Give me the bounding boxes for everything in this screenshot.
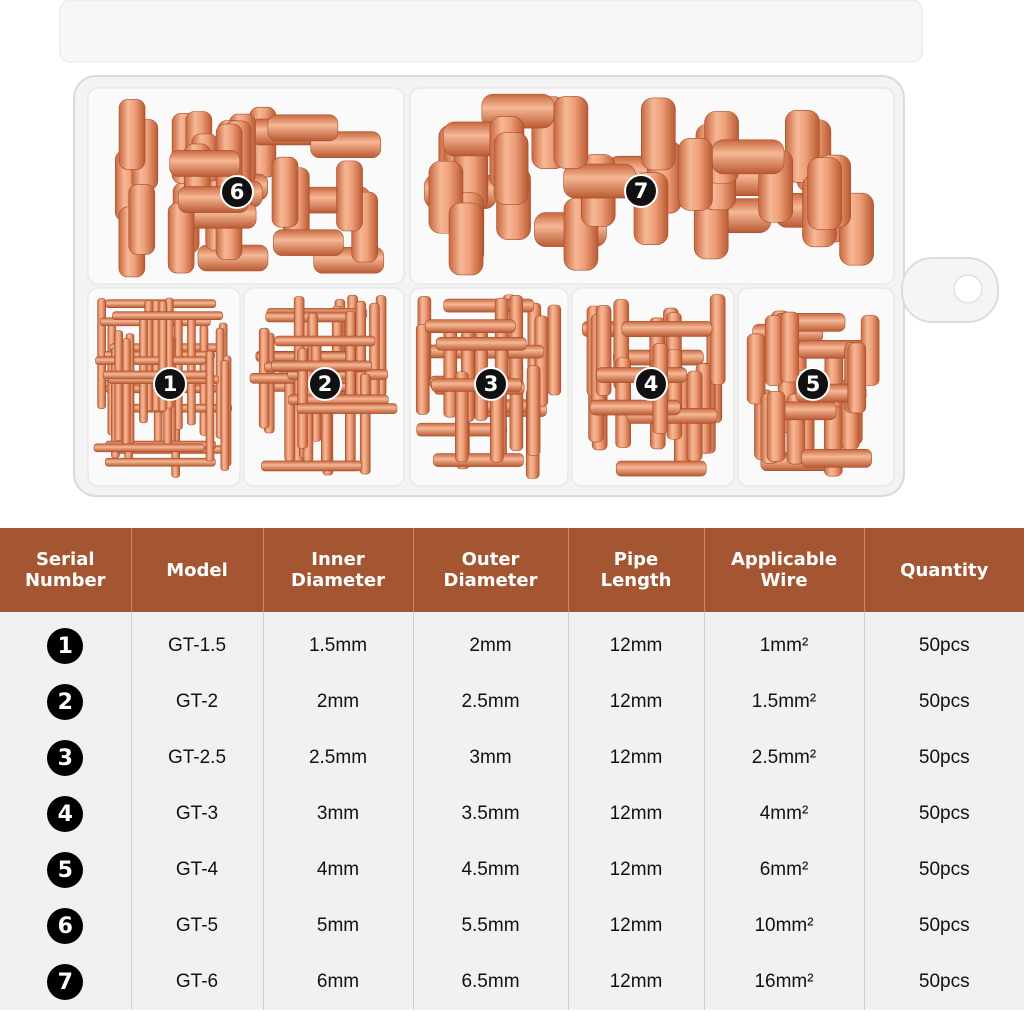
applicable-wire-cell: 1.5mm² xyxy=(704,674,864,730)
copper-tube xyxy=(170,150,240,176)
applicable-wire-cell: 16mm² xyxy=(704,954,864,1010)
copper-tube xyxy=(360,374,370,474)
copper-tube xyxy=(139,313,147,423)
pipe-length-cell: 12mm xyxy=(568,954,704,1010)
copper-tube xyxy=(765,316,783,386)
inner-diameter-cell: 1.5mm xyxy=(263,612,413,674)
table-row xyxy=(0,898,1024,954)
copper-tube xyxy=(554,96,588,168)
copper-tube xyxy=(425,320,515,333)
applicable-wire-cell: 2.5mm² xyxy=(704,730,864,786)
table-row xyxy=(0,954,1024,1010)
copper-tube xyxy=(297,404,397,414)
applicable-wire-cell: 6mm² xyxy=(704,842,864,898)
copper-tube xyxy=(369,303,379,403)
copper-tube xyxy=(221,360,229,470)
header-inner-diameter: Inner Diameter xyxy=(263,528,413,612)
copper-tube xyxy=(494,133,528,205)
pipe-length-cell: 12mm xyxy=(568,842,704,898)
quantity-cell: 50pcs xyxy=(864,730,1024,786)
copper-tube xyxy=(129,184,155,254)
model-cell: GT-3 xyxy=(131,786,263,842)
pipe-length-cell: 12mm xyxy=(568,674,704,730)
outer-diameter-cell: 2.5mm xyxy=(413,674,568,730)
quantity-cell: 50pcs xyxy=(864,612,1024,674)
compartment-badge-7: 7 xyxy=(624,174,658,208)
table-row xyxy=(0,730,1024,786)
copper-tube xyxy=(678,138,712,210)
serial-cell xyxy=(0,954,131,1010)
model-cell: GT-4 xyxy=(131,842,263,898)
inner-diameter-cell: 2mm xyxy=(263,674,413,730)
table-row xyxy=(0,674,1024,730)
copper-tube xyxy=(337,161,363,231)
copper-tube xyxy=(616,461,706,476)
table-row xyxy=(0,786,1024,842)
copper-tube xyxy=(105,458,215,466)
compartment-badge-4: 4 xyxy=(634,367,668,401)
serial-cell xyxy=(0,612,131,674)
serial-number-badge: 4 xyxy=(47,796,83,832)
copper-tube xyxy=(113,312,223,320)
header-outer-diameter: Outer Diameter xyxy=(413,528,568,612)
serial-number-badge: 1 xyxy=(47,628,83,664)
quantity-cell: 50pcs xyxy=(864,954,1024,1010)
copper-tube xyxy=(808,158,842,230)
copper-tube xyxy=(168,203,194,273)
pipe-length-cell: 12mm xyxy=(568,612,704,674)
copper-tube xyxy=(416,324,429,414)
header-pipe-length: Pipe Length xyxy=(568,528,704,612)
applicable-wire-cell: 10mm² xyxy=(704,898,864,954)
box-lid xyxy=(60,0,922,62)
header-serial-number: Serial Number xyxy=(0,528,131,612)
model-cell: GT-5 xyxy=(131,898,263,954)
copper-tube xyxy=(436,337,526,350)
quantity-cell: 50pcs xyxy=(864,674,1024,730)
serial-number-badge: 5 xyxy=(47,852,83,888)
copper-tube xyxy=(667,349,682,439)
serial-number-badge: 2 xyxy=(47,684,83,720)
quantity-cell: 50pcs xyxy=(864,786,1024,842)
serial-cell xyxy=(0,674,131,730)
inner-diameter-cell: 3mm xyxy=(263,786,413,842)
copper-tube xyxy=(449,203,483,275)
model-cell: GT-6 xyxy=(131,954,263,1010)
compartment-badge-6: 6 xyxy=(220,175,254,209)
inner-diameter-cell: 4mm xyxy=(263,842,413,898)
copper-tube xyxy=(119,99,145,169)
serial-number-badge: 6 xyxy=(47,908,83,944)
serial-cell xyxy=(0,842,131,898)
copper-tube xyxy=(712,140,784,174)
quantity-cell: 50pcs xyxy=(864,842,1024,898)
copper-tube xyxy=(115,331,123,441)
box-tab xyxy=(902,258,998,322)
copper-tube xyxy=(848,343,866,413)
inner-diameter-cell: 5mm xyxy=(263,898,413,954)
copper-tube xyxy=(548,305,561,395)
inner-diameter-cell: 2.5mm xyxy=(263,730,413,786)
copper-tube xyxy=(767,391,785,461)
copper-tube xyxy=(345,369,355,469)
copper-tube xyxy=(122,339,130,449)
pipe-length-cell: 12mm xyxy=(568,898,704,954)
copper-tube xyxy=(781,312,799,382)
serial-number-badge: 3 xyxy=(47,740,83,776)
serial-cell xyxy=(0,730,131,786)
inner-diameter-cell: 6mm xyxy=(263,954,413,1010)
copper-tube xyxy=(527,366,540,456)
quantity-cell: 50pcs xyxy=(864,898,1024,954)
spec-table xyxy=(0,528,1024,1010)
outer-diameter-cell: 3mm xyxy=(413,730,568,786)
compartment-badge-1: 1 xyxy=(153,367,187,401)
copper-tube xyxy=(622,321,712,336)
copper-tube xyxy=(268,115,338,141)
serial-cell xyxy=(0,898,131,954)
outer-diameter-cell: 4.5mm xyxy=(413,842,568,898)
copper-tube xyxy=(206,351,214,461)
outer-diameter-cell: 3.5mm xyxy=(413,786,568,842)
compartment-badge-3: 3 xyxy=(474,367,508,401)
pipe-length-cell: 12mm xyxy=(568,786,704,842)
applicable-wire-cell: 4mm² xyxy=(704,786,864,842)
compartment-badge-2: 2 xyxy=(308,367,342,401)
copper-tube xyxy=(641,98,675,170)
copper-tube xyxy=(94,444,204,452)
pipe-length-cell: 12mm xyxy=(568,730,704,786)
table-row xyxy=(0,612,1024,674)
copper-tube xyxy=(710,294,725,384)
outer-diameter-cell: 6.5mm xyxy=(413,954,568,1010)
header-quantity: Quantity xyxy=(864,528,1024,612)
copper-tube xyxy=(272,157,298,227)
copper-tube xyxy=(747,334,765,404)
model-cell: GT-1.5 xyxy=(131,612,263,674)
table-row xyxy=(0,842,1024,898)
model-cell: GT-2 xyxy=(131,674,263,730)
copper-tube xyxy=(433,454,523,467)
copper-tube xyxy=(187,315,195,425)
copper-tube xyxy=(96,357,206,365)
header-applicable-wire: Applicable Wire xyxy=(704,528,864,612)
copper-tube xyxy=(262,461,362,471)
serial-number-badge: 7 xyxy=(47,964,83,1000)
tab-hole xyxy=(954,275,982,303)
serial-cell xyxy=(0,786,131,842)
copper-tube xyxy=(275,336,375,346)
header-model: Model xyxy=(131,528,263,612)
outer-diameter-cell: 2mm xyxy=(413,612,568,674)
copper-tube xyxy=(802,449,872,467)
table-header-row xyxy=(0,528,1024,612)
applicable-wire-cell: 1mm² xyxy=(704,612,864,674)
outer-diameter-cell: 5.5mm xyxy=(413,898,568,954)
compartment-badge-5: 5 xyxy=(796,367,830,401)
copper-tube xyxy=(273,230,343,256)
model-cell: GT-2.5 xyxy=(131,730,263,786)
